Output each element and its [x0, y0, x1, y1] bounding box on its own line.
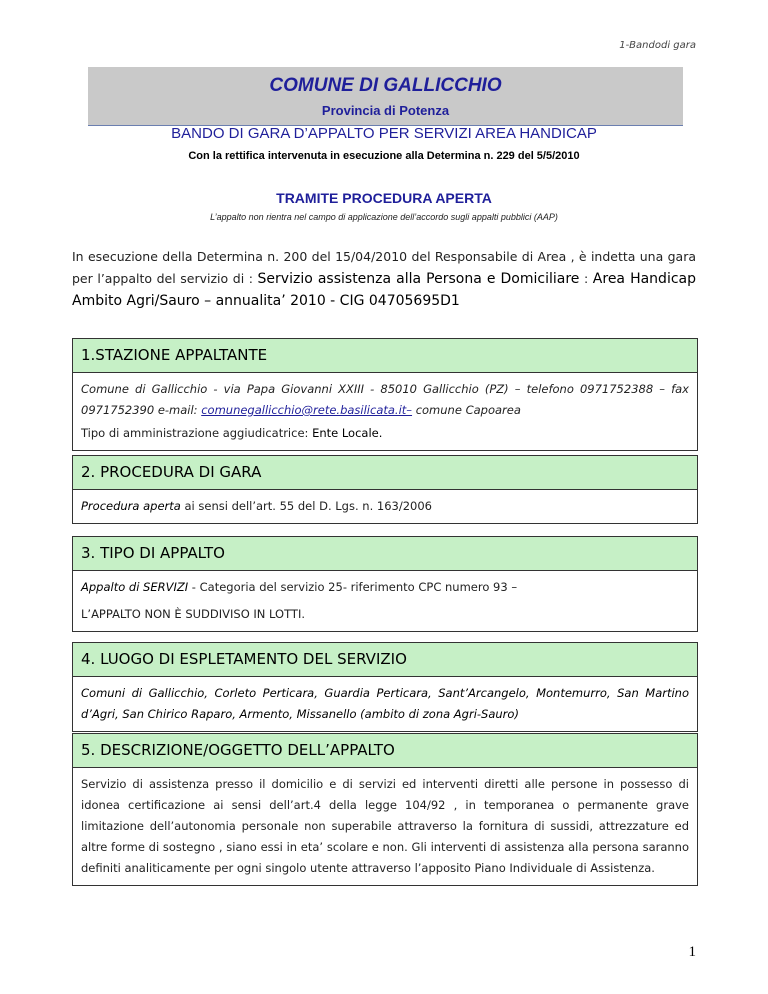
lotti-line: L’APPALTO NON È SUDDIVISO IN LOTTI.	[81, 607, 305, 621]
section-body	[73, 571, 697, 631]
tipo-line	[81, 577, 689, 598]
section-descrizione-oggetto	[72, 733, 698, 886]
aap-note: L’appalto non rientra nel campo di applicazione dell’accordo sugli appalti pubblici (AAP)	[210, 212, 558, 222]
title-box	[88, 67, 683, 126]
section-procedura-di-gara	[72, 455, 698, 524]
email-link[interactable]: comunegallicchio@rete.basilicata.it–	[201, 403, 413, 417]
intro-text: In esecuzione della Determina n. 200 del 15/04/2010 del Responsabile di Area , è indetta una gara per l’appalto del servizio di :	[72, 249, 696, 286]
section-luogo-espletamento	[72, 642, 698, 732]
section-body: Comuni di Gallicchio, Corleto Perticara, Guardia Perticara, Sant’Arcangelo, Montemurro, San Martino d’Agri, San Chirico Raparo, Armento, Missanello (ambito di zona Agri-Sauro)	[81, 686, 689, 721]
rettifica-note: Con la rettifica intervenuta in esecuzione alla Determina n. 229 del 5/5/2010	[188, 150, 580, 162]
section-body: Servizio di assistenza presso il domicilio e di servizi ed interventi diretti alle persone in possesso di idonea certificazione ai sensi dell’art.4 della legge 104/92 , in temporanea o permanente grave limitazione dell’autonomia personale non superabile attraverso la fornitura di sussidi, attrezzature ed altre forme di sostegno , siano essi in eta’ scolare e non. Gli interventi di assistenza alla persona saranno definiti analiticamente per ogni singolo utente attraverso l’apposito Piano Individuale di Assistenza.	[81, 777, 689, 875]
procedura-lead: Procedura aperta	[81, 499, 181, 513]
intro-separator: :	[579, 271, 593, 286]
section-heading: 4. LUOGO DI ESPLETAMENTO DEL SERVIZIO	[73, 643, 697, 677]
capoarea-text: comune Capoarea	[412, 403, 521, 417]
intro-area: Area Handicap Ambito Agri/Sauro – annualita’ 2010	[72, 271, 696, 309]
header-reference: 1-Bandodi gara	[619, 40, 696, 51]
intro-servizio: Servizio assistenza alla Persona e Domiciliare	[257, 271, 580, 287]
section-body	[73, 490, 697, 523]
page-number: 1	[688, 944, 696, 960]
appalto-lead: Appalto di SERVIZI	[81, 580, 189, 594]
intro-cig: - CIG 04705695D1	[325, 293, 460, 309]
section-heading: 5. DESCRIZIONE/OGGETTO DELL’APPALTO	[73, 734, 697, 768]
contact-line	[81, 379, 689, 421]
page-title: COMUNE DI GALLICCHIO	[269, 75, 502, 96]
intro-paragraph	[72, 246, 696, 312]
bando-heading: BANDO DI GARA D’APPALTO PER SERVIZI AREA HANDICAP	[171, 125, 597, 142]
section-heading: 3. TIPO DI APPALTO	[73, 537, 697, 571]
tipo-value: Ente Locale.	[312, 426, 383, 440]
tipo-amministrazione	[81, 423, 689, 444]
tipo-label: Tipo di amministrazione aggiudicatrice:	[81, 426, 313, 440]
section-tipo-di-appalto	[72, 536, 698, 632]
procedura-text: ai sensi dell’art. 55 del D. Lgs. n. 163/2006	[180, 499, 432, 513]
procedura-heading: TRAMITE PROCEDURA APERTA	[276, 190, 492, 206]
contact-text: Comune di Gallicchio - via Papa Giovanni XXIII - 85010 Gallicchio (PZ) – telefono 0971752388 – fax 0971752390 e-mail:	[81, 382, 689, 417]
section-stazione-appaltante	[72, 338, 698, 451]
section-heading: 1.STAZIONE APPALTANTE	[73, 339, 697, 373]
page-subtitle: Provincia di Potenza	[321, 103, 450, 118]
section-body	[73, 373, 697, 450]
appalto-text: - Categoria del servizio 25- riferimento CPC numero 93 –	[188, 580, 518, 594]
section-heading: 2. PROCEDURA DI GARA	[73, 456, 697, 490]
